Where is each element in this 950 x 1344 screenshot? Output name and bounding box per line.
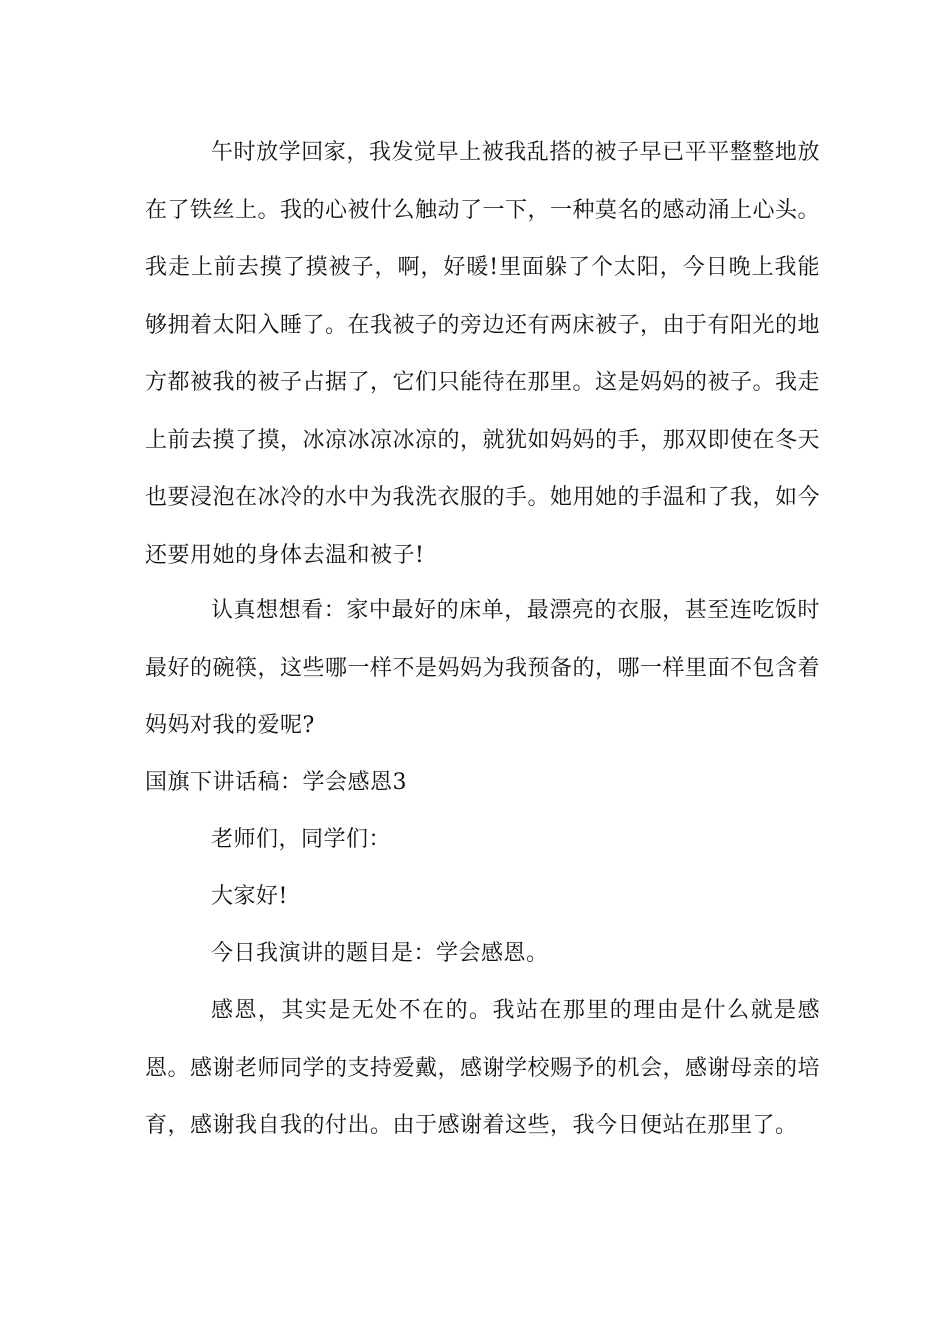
section-heading: 国旗下讲话稿：学会感恩3 <box>145 770 407 795</box>
paragraph-mother-love: 认真想想看：家中最好的床单，最漂亮的衣服，甚至连吃饭时最好的碗筷，这些哪一样不是妈妈为我预备的，哪一样里面不包含着妈妈对我的爱呢? <box>145 598 821 738</box>
hello-line: 大家好! <box>211 884 288 909</box>
topic-line: 今日我演讲的题目是：学会感恩。 <box>211 941 549 966</box>
paragraph-quilt: 午时放学回家，我发觉早上被我乱搭的被子早已平平整整地放在了铁丝上。我的心被什么触动了一下，一种莫名的感动涌上心头。我走上前去摸了摸被子，啊，好暖!里面躲了个太阳，今日晚上我能够拥着太阳入睡了。在我被子的旁边还有两床被子，由于有阳光的地方都被我的被子占据了，它们只能待在那里。这是妈妈的被子。我走上前去摸了摸，冰凉冰凉冰凉的，就犹如妈妈的手，那双即使在冬天也要浸泡在冰冷的水中为我洗衣服的手。她用她的手温和了我，如今还要用她的身体去温和被子! <box>145 140 821 568</box>
greeting-line: 老师们，同学们： <box>211 827 392 852</box>
paragraph-gratitude: 感恩，其实是无处不在的。我站在那里的理由是什么就是感恩。感谢老师同学的支持爱戴，感谢学校赐予的机会，感谢母亲的培育，感谢我自我的付出。由于感谢着这些，我今日便站在那里了。 <box>145 998 821 1138</box>
